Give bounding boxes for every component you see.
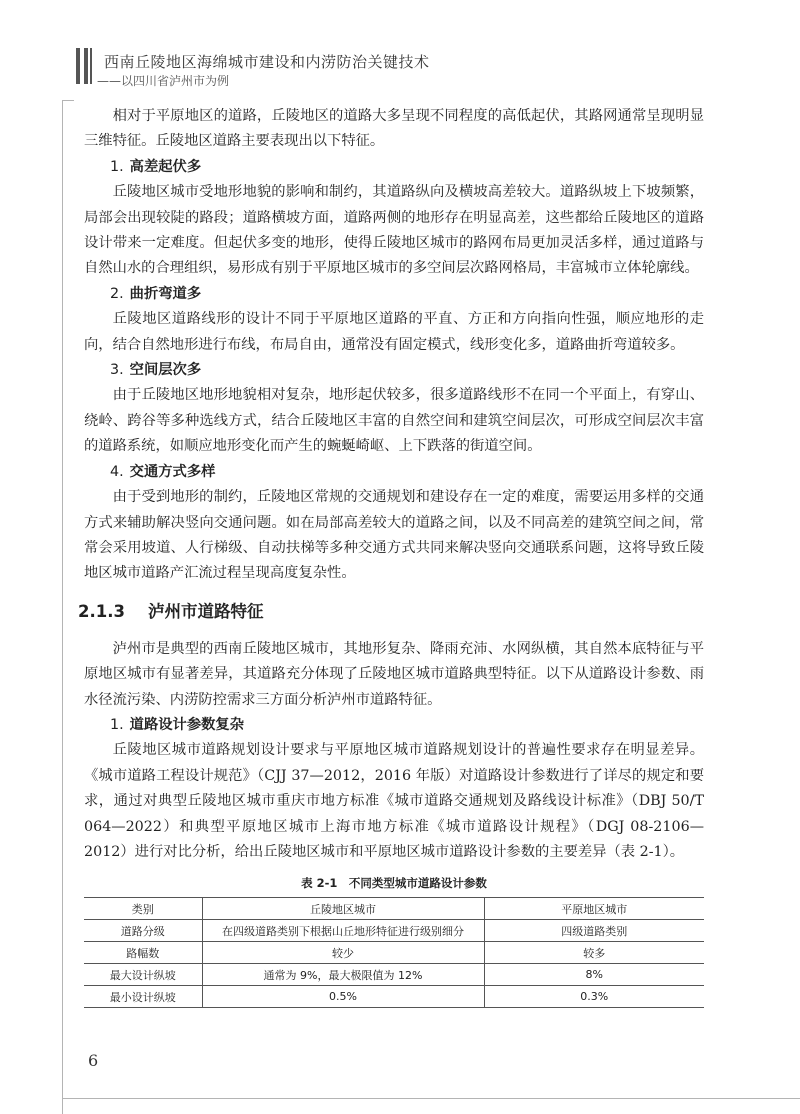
- table-cell: 通常为 9%，最大极限值为 12%: [202, 964, 484, 986]
- paragraph-3: 由于丘陵地区地形地貌相对复杂，地形起伏较多，很多道路线形不在同一个平面上，有穿山、绕岭、跨谷等多种选线方式，结合丘陵地区丰富的自然空间和建筑空间层次，可形成空间层次丰富的道路系统，如顺应地形变化而产生的蜿蜒崎岖、上下跌落的街道空间。: [84, 387, 704, 455]
- table-cell: 四级道路类别: [484, 920, 704, 942]
- page-content: [78, 104, 704, 1008]
- subsection-title: 高差起伏多: [129, 158, 202, 175]
- subsection-heading-4: [84, 460, 704, 485]
- table-header-cell: 丘陵地区城市: [202, 898, 484, 920]
- table-cell: 较多: [484, 942, 704, 964]
- section-title: 泸州市道路特征: [148, 601, 264, 621]
- table-cell: 8%: [484, 964, 704, 986]
- page-number: 6: [88, 1051, 99, 1070]
- table-cell: 0.5%: [202, 986, 484, 1008]
- table-cell: 路幅数: [84, 942, 202, 964]
- paragraph-5: 丘陵地区城市道路规划设计要求与平原地区城市道路规划设计的普遍性要求存在明显差异。《城市道路工程设计规范》（CJJ 37—2012，2016 年版）对道路设计参数进行了详尽的规定和要求，通过对典型丘陵地区城市重庆市地方标准《城市道路交通规划及路线设计标准》（DBJ 50/T 064—2022）和典型平原地区城市上海市地方标准《城市道路设计规程》（DGJ 08-2106—2012）进行对比分析，给出丘陵地区城市和平原地区城市道路设计参数的主要差异（表 2-1）。: [84, 742, 704, 860]
- table-caption: 表 2-1 不同类型城市道路设计参数: [301, 876, 487, 891]
- parameter-table: [84, 897, 704, 1008]
- table-cell: 在四级道路类别下根据山丘地形特征进行级别细分: [202, 920, 484, 942]
- subsection-number: 4.: [110, 463, 124, 480]
- subsection-number: 1.: [110, 158, 124, 175]
- table-cell: 最小设计纵坡: [84, 986, 202, 1008]
- running-header-subtitle: ——以四川省泸州市为例: [97, 74, 230, 88]
- subsection-heading-1: [84, 155, 704, 180]
- table-row: [84, 920, 704, 942]
- subsection-heading-3: [84, 358, 704, 383]
- subsection-title: 空间层次多: [129, 362, 202, 379]
- subsection-heading-5: [84, 713, 704, 738]
- paragraph-2: 丘陵地区道路线形的设计不同于平原地区道路的平直、方正和方向指向性强，顺应地形的走向，结合自然地形进行布线，布局自由，通常没有固定模式，线形变化多，道路曲折弯道较多。: [84, 311, 704, 353]
- table-row: [84, 986, 704, 1008]
- section-intro-paragraph: 泸州市是典型的西南丘陵地区城市，其地形复杂、降雨充沛、水网纵横，其自然本底特征与平原地区城市有显著差异，其道路充分体现了丘陵地区城市道路典型特征。以下从道路设计参数、雨水径流污染、内涝防控需求三方面分析泸州市道路特征。: [84, 640, 704, 708]
- table-cell: 道路分级: [84, 920, 202, 942]
- subsection-heading-2: [84, 282, 704, 307]
- table-cell: 较少: [202, 942, 484, 964]
- page-frame-bottom: [62, 1098, 800, 1099]
- section-number: 2.1.3: [78, 601, 125, 621]
- section-heading: [78, 597, 704, 627]
- page-frame-left: [62, 100, 63, 1114]
- running-header-title: 西南丘陵地区海绵城市建设和内涝防治关键技术: [104, 53, 430, 71]
- subsection-number: 2.: [110, 285, 124, 302]
- table-row: [84, 942, 704, 964]
- table-cell: 最大设计纵坡: [84, 964, 202, 986]
- subsection-number: 3.: [110, 362, 124, 379]
- table-header-cell: 类别: [84, 898, 202, 920]
- table-row: [84, 964, 704, 986]
- table-cell: 0.3%: [484, 986, 704, 1008]
- paragraph-1: 丘陵地区城市受地形地貌的影响和制约，其道路纵向及横坡高差较大。道路纵坡上下坡频繁，局部会出现较陡的路段；道路横坡方面，道路两侧的地形存在明显高差，这些都给丘陵地区的道路设计带来一定难度。但起伏多变的地形，使得丘陵地区城市的路网布局更加灵活多样，通过道路与自然山水的合理组织，易形成有别于平原地区城市的多空间层次路网格局，丰富城市立体轮廓线。: [84, 184, 704, 277]
- table-header-row: [84, 898, 704, 920]
- subsection-title: 交通方式多样: [129, 463, 216, 480]
- subsection-title: 曲折弯道多: [129, 285, 202, 302]
- subsection-number: 1.: [110, 716, 124, 733]
- subsection-title: 道路设计参数复杂: [129, 716, 245, 733]
- paragraph-4: 由于受到地形的制约，丘陵地区常规的交通规划和建设存在一定的难度，需要运用多样的交通方式来辅助解决竖向交通问题。如在局部高差较大的道路之间，以及不同高差的建筑空间之间，常常会采用坡道、人行梯级、自动扶梯等多种交通方式共同来解决竖向交通联系问题，这将导致丘陵地区城市道路产汇流过程呈现高度复杂性。: [84, 489, 704, 582]
- intro-paragraph: 相对于平原地区的道路，丘陵地区的道路大多呈现不同程度的高低起伏，其路网通常呈现明显三维特征。丘陵地区道路主要表现出以下特征。: [84, 108, 704, 150]
- page-frame-corner: [62, 100, 74, 101]
- table-header-cell: 平原地区城市: [484, 898, 704, 920]
